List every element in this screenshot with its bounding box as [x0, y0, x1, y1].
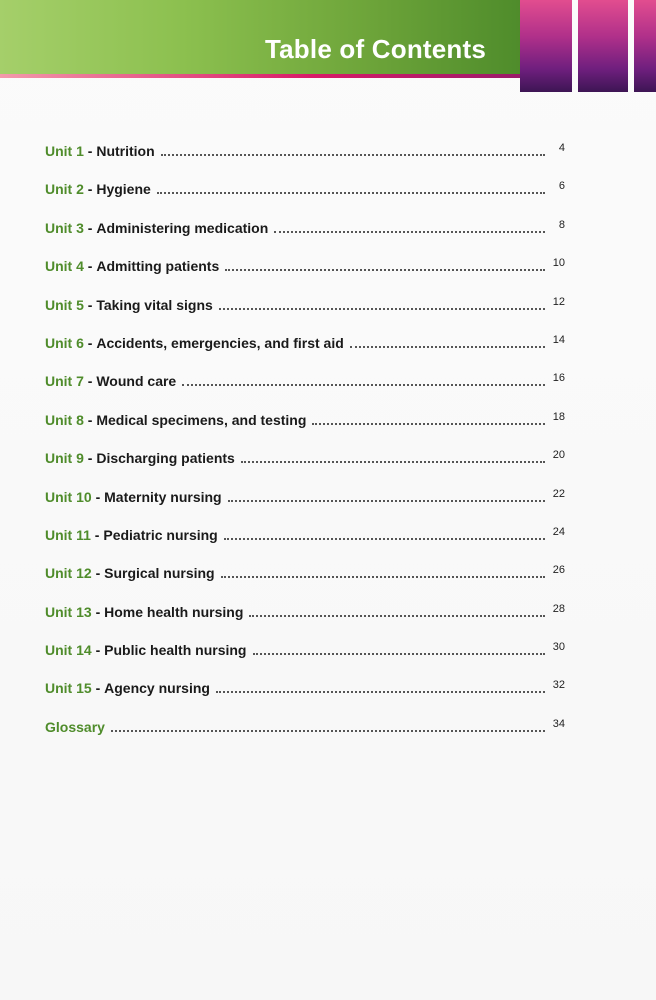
- dot-leader: [157, 191, 545, 194]
- toc-entry[interactable]: [45, 297, 565, 335]
- unit-title: Maternity nursing: [104, 488, 222, 505]
- page-number: 24: [552, 525, 565, 538]
- unit-label: Unit 6: [45, 334, 84, 351]
- unit-title: Surgical nursing: [104, 565, 215, 582]
- separator: -: [91, 642, 105, 659]
- page-number: 32: [552, 679, 565, 692]
- dot-leader: [161, 153, 545, 156]
- page-number: 30: [552, 641, 565, 654]
- unit-label: Unit 13: [45, 603, 92, 620]
- unit-label: Unit 3: [45, 219, 84, 236]
- glossary-label: Glossary: [45, 718, 105, 735]
- unit-title: Home health nursing: [104, 603, 244, 620]
- page-number: 12: [552, 295, 565, 308]
- unit-title: Admitting patients: [96, 258, 220, 275]
- separator: -: [83, 143, 97, 159]
- toc-entry[interactable]: [45, 565, 565, 603]
- toc-entry[interactable]: [45, 527, 565, 565]
- unit-label: Unit 14: [45, 642, 92, 659]
- page-number: 20: [552, 449, 565, 462]
- page-number: 14: [552, 333, 565, 346]
- unit-title: Medical specimens, and testing: [96, 411, 307, 428]
- unit-label: Unit 12: [45, 565, 92, 582]
- dot-leader: [224, 537, 545, 540]
- unit-title: Agency nursing: [104, 680, 210, 697]
- dot-leader: [111, 729, 545, 732]
- separator: -: [83, 373, 97, 390]
- unit-label: Unit 1: [45, 143, 84, 159]
- toc-entry[interactable]: [45, 412, 565, 450]
- decorative-stripes: [520, 0, 656, 92]
- page-number: 10: [552, 257, 565, 270]
- dot-leader: [274, 230, 545, 233]
- separator: -: [83, 258, 97, 275]
- separator: -: [83, 334, 97, 351]
- unit-label: Unit 11: [45, 526, 91, 543]
- header-accent-line: [0, 74, 520, 78]
- stripe-3: [634, 0, 656, 92]
- toc-entry[interactable]: [45, 258, 565, 296]
- separator: -: [91, 488, 105, 505]
- unit-title: Nutrition: [96, 143, 155, 159]
- dot-leader: [182, 383, 545, 386]
- unit-title: Wound care: [96, 373, 177, 390]
- unit-title: Hygiene: [96, 181, 151, 198]
- unit-label: Unit 10: [45, 488, 92, 505]
- toc-entry[interactable]: [45, 220, 565, 258]
- page-number: 16: [552, 372, 565, 385]
- page-title: Table of Contents: [265, 34, 487, 64]
- toc-entry[interactable]: [45, 143, 565, 181]
- table-of-contents: [45, 143, 565, 757]
- separator: -: [83, 411, 97, 428]
- unit-label: Unit 5: [45, 296, 84, 313]
- dot-leader: [249, 614, 545, 617]
- toc-entry[interactable]: [45, 450, 565, 488]
- toc-entry[interactable]: [45, 335, 565, 373]
- separator: -: [91, 680, 105, 697]
- page-number: 22: [552, 487, 565, 500]
- toc-entry[interactable]: [45, 489, 565, 527]
- unit-label: Unit 9: [45, 450, 84, 467]
- dot-leader: [216, 690, 545, 693]
- toc-entry[interactable]: [45, 604, 565, 642]
- separator: -: [91, 603, 105, 620]
- page-number: 34: [552, 717, 565, 730]
- toc-entry[interactable]: [45, 373, 565, 411]
- unit-title: Administering medication: [96, 219, 269, 236]
- unit-label: Unit 7: [45, 373, 84, 390]
- toc-entry[interactable]: [45, 181, 565, 219]
- dot-leader: [241, 460, 545, 463]
- unit-title: Taking vital signs: [96, 296, 213, 313]
- toc-entry[interactable]: [45, 680, 565, 718]
- dot-leader: [350, 345, 545, 348]
- toc-entry-glossary[interactable]: [45, 719, 565, 757]
- unit-title: Pediatric nursing: [103, 526, 218, 543]
- dot-leader: [228, 499, 545, 502]
- separator: -: [83, 219, 97, 236]
- toc-entry[interactable]: [45, 642, 565, 680]
- unit-title: Public health nursing: [104, 642, 247, 659]
- stripe-1: [520, 0, 572, 92]
- page-number: 6: [558, 180, 565, 193]
- separator: -: [83, 296, 97, 313]
- unit-label: Unit 2: [45, 181, 84, 198]
- separator: -: [83, 450, 97, 467]
- unit-label: Unit 8: [45, 411, 84, 428]
- dot-leader: [219, 307, 545, 310]
- separator: -: [90, 526, 104, 543]
- page-number: 18: [552, 410, 565, 423]
- unit-title: Discharging patients: [96, 450, 235, 467]
- unit-label: Unit 4: [45, 258, 84, 275]
- page-number: 4: [558, 142, 565, 154]
- unit-title: Accidents, emergencies, and first aid: [96, 334, 344, 351]
- page-number: 8: [558, 218, 565, 231]
- unit-label: Unit 15: [45, 680, 92, 697]
- separator: -: [91, 565, 105, 582]
- dot-leader: [253, 652, 546, 655]
- page-number: 26: [552, 564, 565, 577]
- page-number: 28: [552, 602, 565, 615]
- dot-leader: [225, 268, 545, 271]
- dot-leader: [312, 422, 545, 425]
- separator: -: [83, 181, 97, 198]
- dot-leader: [221, 575, 545, 578]
- stripe-2: [578, 0, 628, 92]
